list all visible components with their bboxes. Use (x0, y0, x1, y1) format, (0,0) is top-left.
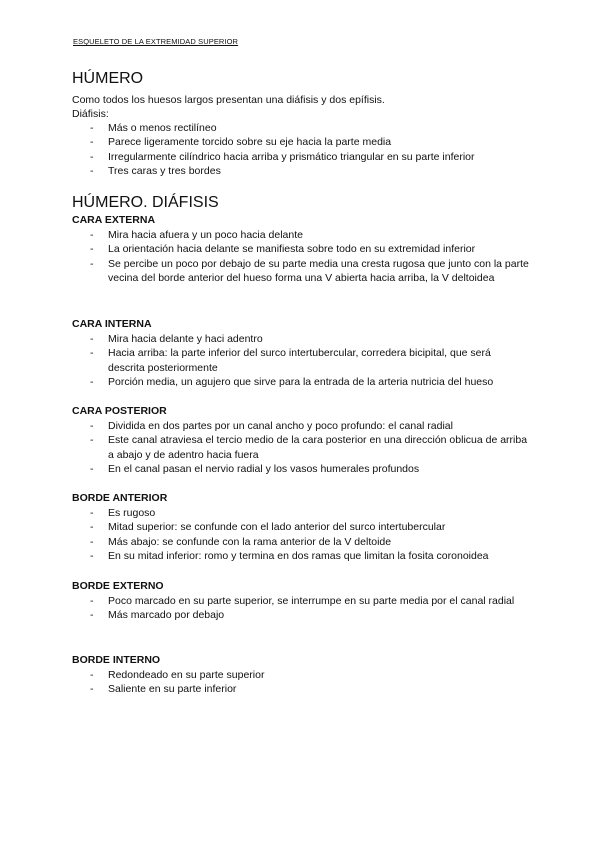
diafisis-list (90, 121, 530, 179)
list-item: - Poco marcado en su parte superior, se interrumpe en su parte media por el canal radial (90, 594, 530, 608)
list-item: - Más abajo: se confunde con la rama anterior de la V deltoide (90, 535, 530, 549)
list-item: - Irregularmente cilíndrico hacia arriba y prismático triangular en su parte inferior (90, 150, 530, 164)
list-item: - Porción media, un agujero que sirve para la entrada de la arteria nutricia del hueso (90, 375, 530, 389)
section-title-cara-externa: CARA EXTERNA (72, 214, 156, 226)
intro-text: Como todos los huesos largos presentan una diáfisis y dos epífisis. (72, 94, 385, 106)
list-item: - Tres caras y tres bordes (90, 164, 530, 178)
list-item: - Hacia arriba: la parte inferior del surco intertubercular, corredera bicipital, que será descrita posteriormente (90, 346, 530, 375)
list-item: - Mira hacia delante y haci adentro (90, 332, 530, 346)
section-title-cara-posterior: CARA POSTERIOR (72, 405, 167, 417)
borde-interno-list (90, 668, 530, 697)
list-item: - La orientación hacia delante se manifiesta sobre todo en su extremidad inferior (90, 242, 530, 256)
section-title-borde-externo: BORDE EXTERNO (72, 580, 164, 592)
borde-externo-list (90, 594, 530, 623)
list-item: - Parece ligeramente torcido sobre su eje hacia la parte media (90, 135, 530, 149)
page-header: ESQUELETO DE LA EXTREMIDAD SUPERIOR (73, 37, 239, 46)
title-humero-diafisis: HÚMERO. DIÁFISIS (72, 194, 219, 211)
list-item: - En el canal pasan el nervio radial y los vasos humerales profundos (90, 462, 530, 476)
borde-anterior-list (90, 506, 530, 564)
list-item: - En su mitad inferior: romo y termina en dos ramas que limitan la fosita coronoidea (90, 549, 530, 563)
list-item: - Es rugoso (90, 506, 530, 520)
section-title-borde-interno: BORDE INTERNO (72, 654, 161, 666)
cara-interna-list (90, 332, 530, 390)
list-item: - Mira hacia afuera y un poco hacia delante (90, 228, 530, 242)
section-title-cara-interna: CARA INTERNA (72, 318, 152, 330)
section-title-borde-anterior: BORDE ANTERIOR (72, 492, 168, 504)
list-item: - Dividida en dos partes por un canal ancho y poco profundo: el canal radial (90, 419, 530, 433)
list-item: - Mitad superior: se confunde con el lado anterior del surco intertubercular (90, 520, 530, 534)
cara-posterior-list (90, 419, 530, 477)
list-item: - Se percibe un poco por debajo de su parte media una cresta rugosa que junto con la parte vecina del borde anterior del hueso forma una V abierta hacia arriba, la V deltoidea (90, 257, 530, 286)
list-item: - Más marcado por debajo (90, 608, 530, 622)
diafisis-label: Diáfisis: (72, 108, 109, 120)
title-humero: HÚMERO (72, 70, 144, 87)
list-item: - Más o menos rectilíneo (90, 121, 530, 135)
list-item: - Redondeado en su parte superior (90, 668, 530, 682)
list-item: - Este canal atraviesa el tercio medio de la cara posterior en una dirección oblicua de arriba a abajo y de adentro hacia fuera (90, 433, 530, 462)
list-item: - Saliente en su parte inferior (90, 682, 530, 696)
cara-externa-list (90, 228, 530, 286)
